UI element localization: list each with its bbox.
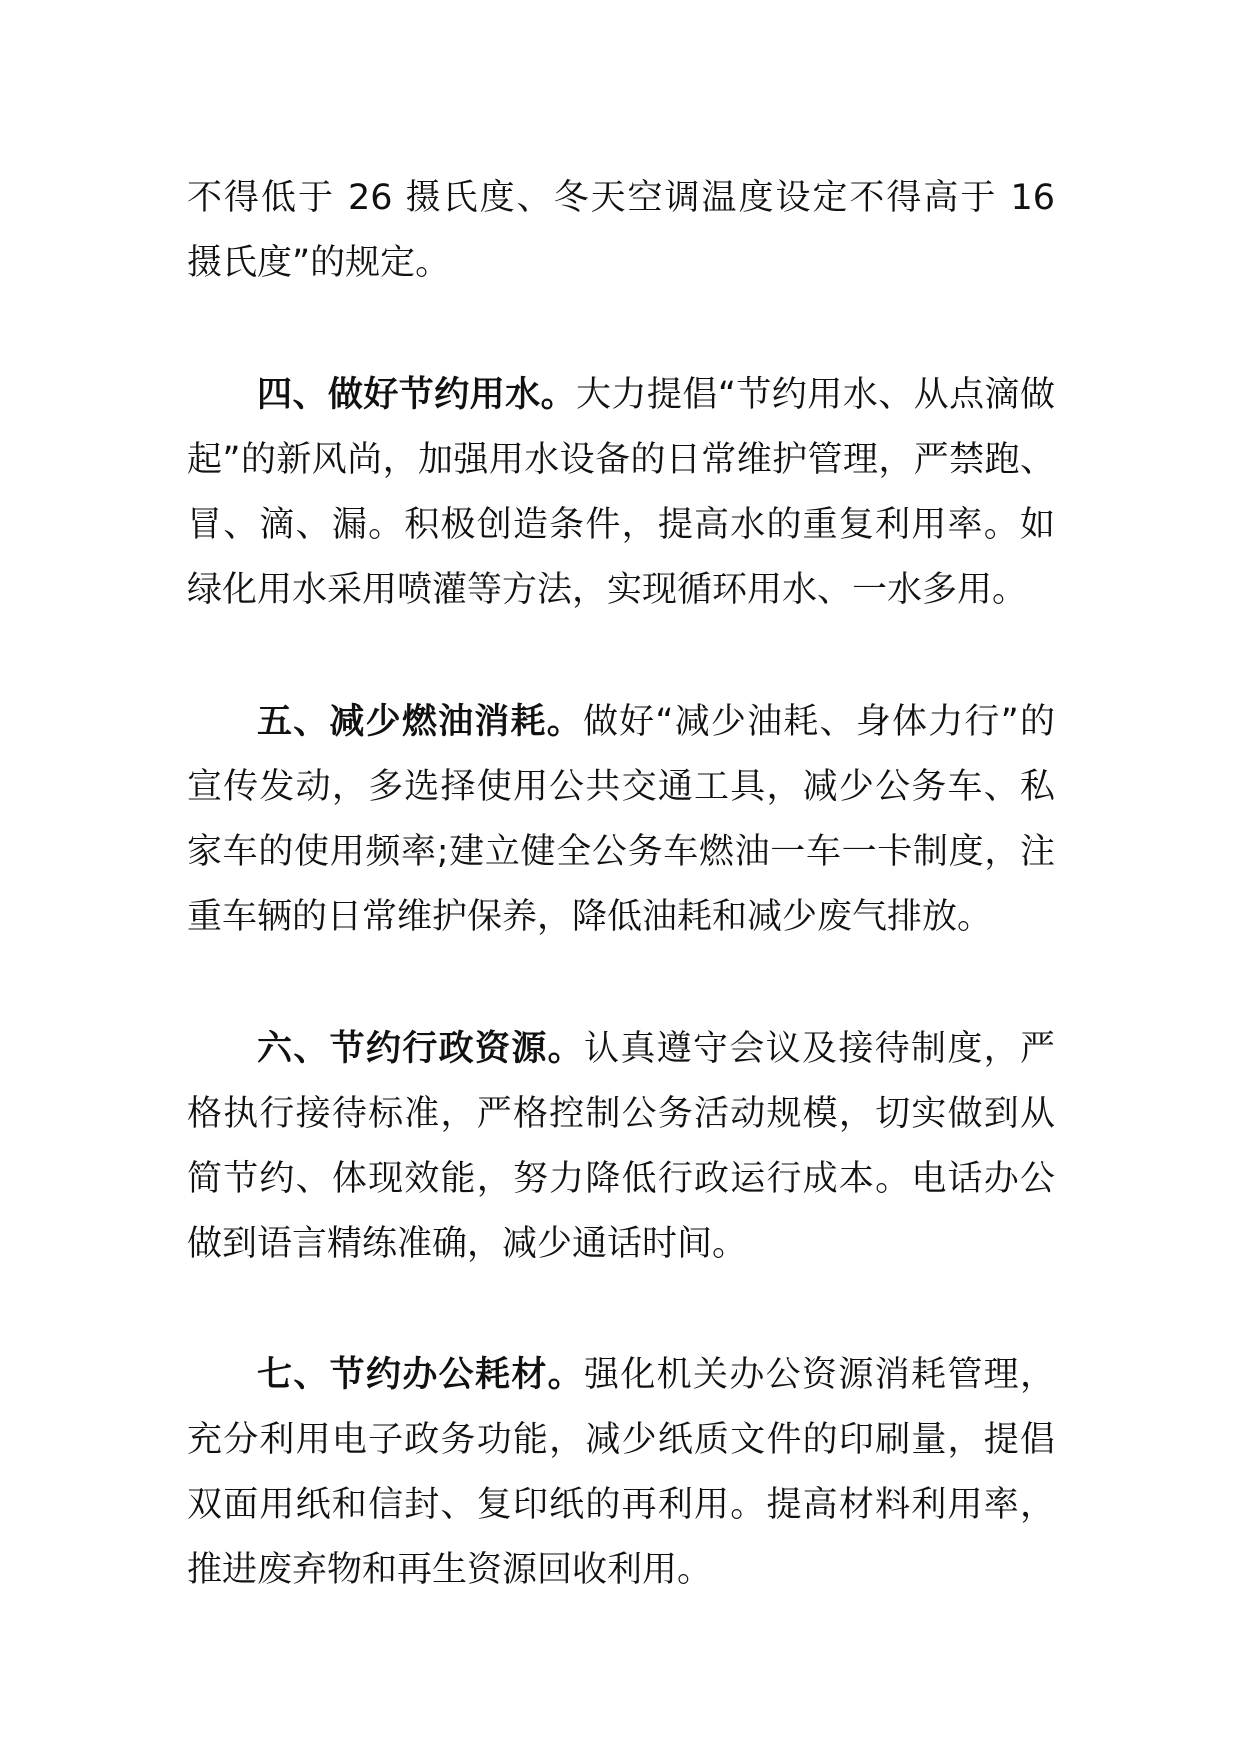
section-heading: 六、节约行政资源。 bbox=[257, 1029, 584, 1069]
section-heading: 七、节约办公耗材。 bbox=[257, 1355, 584, 1395]
section-heading: 五、减少燃油消耗。 bbox=[257, 702, 583, 742]
section-admin-resources bbox=[187, 1017, 1055, 1277]
continued-paragraph bbox=[187, 166, 1055, 296]
section-water-saving bbox=[187, 363, 1055, 623]
section-body: 强化机关办公资源消耗管理，充分利用电子政务功能，减少纸质文件的印刷量，提倡双面用纸和信封、复印纸的再利用。提高材料利用率，推进废弃物和再生资源回收利用。 bbox=[187, 1355, 1055, 1590]
section-fuel-reduction bbox=[187, 690, 1055, 950]
section-body: 做好“减少油耗、身体力行”的宣传发动，多选择使用公共交通工具，减少公务车、私家车的使用频率;建立健全公务车燃油一车一卡制度，注重车辆的日常维护保养，降低油耗和减少废气排放。 bbox=[187, 702, 1055, 937]
section-body: 认真遵守会议及接待制度，严格执行接待标准，严格控制公务活动规模，切实做到从简节约、体现效能，努力降低行政运行成本。电话办公做到语言精练准确，减少通话时间。 bbox=[187, 1029, 1055, 1264]
continued-paragraph-text: 不得低于 26 摄氏度、冬天空调温度设定不得高于 16 摄氏度”的规定。 bbox=[187, 178, 1055, 283]
section-heading: 四、做好节约用水。 bbox=[257, 375, 577, 415]
section-office-supplies bbox=[187, 1343, 1055, 1603]
section-body: 大力提倡“节约用水、从点滴做起”的新风尚，加强用水设备的日常维护管理，严禁跑、冒、滴、漏。积极创造条件，提高水的重复利用率。如绿化用水采用喷灌等方法，实现循环用水、一水多用。 bbox=[187, 375, 1055, 610]
